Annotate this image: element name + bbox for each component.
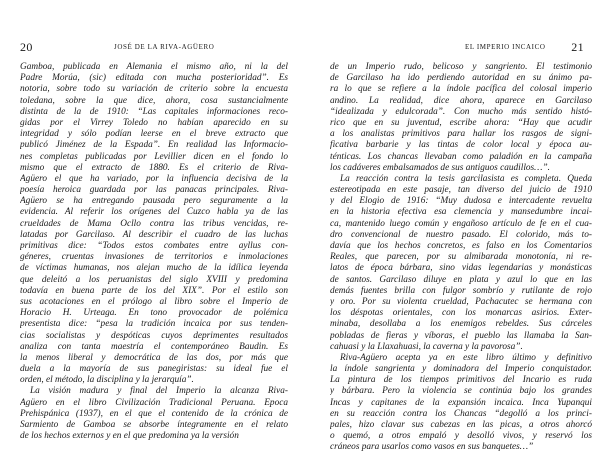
text-line: géneres, cruentas invasiones de territorios e inmolaciones xyxy=(20,252,288,263)
text-line: Agüero en el libro Civilización Tradicional Peruana. Epoca xyxy=(20,397,288,408)
text-line: rico que en su juventud, escribe ahora: “Hay que acudir xyxy=(330,117,592,128)
text-line: pobladas de fieras y víboras, el pueblo las llamaba la San- xyxy=(330,330,592,341)
text-line: poesía heroica guardada por las panacas principales. Riva- xyxy=(20,185,288,196)
text-line: duela a la mayoría de sus panegiristas: su ideal fue el xyxy=(20,364,288,375)
text-line: nes completas publicadas por Levillier dicen en el fondo lo xyxy=(20,151,288,162)
text-line: sus acotaciones en el prólogo al libro sobre el Imperio de xyxy=(20,296,288,307)
text-line: de los hechos externos y en el que predomina ya la versión xyxy=(20,431,239,442)
text-line: ca, mantenido luego común y engañoso artículo de fe en el cua- xyxy=(330,218,592,229)
text-line: andino. La realidad, dice ahora, aparece en Garcilaso xyxy=(330,95,592,106)
text-line: cias socialistas y despóticas cuyos deprimentes resultados xyxy=(20,330,288,341)
text-line: y bárbara. Pero la violencia se continúa bajo los grandes xyxy=(330,386,592,397)
text-line: Gamboa, publicada en Alemania el mismo año, ni la del xyxy=(20,62,288,72)
right-page xyxy=(300,0,600,458)
text-line: la menos liberal y democrática de las dos, por más que xyxy=(20,352,288,363)
text-line: cahuasi y la Llaxahuasi, la caverna y la pavorosa”. xyxy=(330,341,523,352)
text-line: estereotipada en este pasaje, tan diverso del juicio de 1910 xyxy=(330,185,592,196)
text-line: davía que los hechos concretos, es falso en los Comentarios xyxy=(330,241,592,251)
text-line: ficativa barbarie y las tintas de color local y época au- xyxy=(330,140,592,151)
text-line: Incas y capitanes de la expansión incaica. Inca Yupanqui xyxy=(330,397,592,408)
text-line: y del Elogio de 1916: “Muy dudosa e intercadente revuelta xyxy=(330,196,592,207)
text-line: Horacio H. Urteaga. En tono provocador de polémica xyxy=(20,308,288,319)
text-line: Riva-Agüero acepta ya en este libro último y definitivo xyxy=(340,352,592,363)
text-line: Agüero el que ha variado, por la influencia decisiva de la xyxy=(20,173,288,184)
running-head: EL IMPERIO INCAICO xyxy=(465,43,546,51)
text-line: latadas por Garcilaso. Al describir el cuadro de las luchas xyxy=(20,229,288,240)
text-line: de santos. Garcilaso diluye en plata y azul lo que en las xyxy=(330,274,592,285)
text-line: en la historia efectiva esa clemencia y mansedumbre incai- xyxy=(330,207,592,218)
text-line: Padre Morúa, (sic) editada con mucha posterioridad”. Es xyxy=(20,73,288,84)
text-line: mismo que el extracto de 1880. Es el criterio de Riva- xyxy=(20,162,288,173)
text-line: La visión madura y final del Imperio la alcanza Riva- xyxy=(30,386,288,397)
text-line: gidas por el Virrey Toledo no habían aparecido en su xyxy=(20,117,288,128)
page-number: 21 xyxy=(571,40,584,54)
page-number: 20 xyxy=(20,40,33,54)
text-line: presentista dice: “pesa la tradición incaica por sus tenden- xyxy=(20,319,288,330)
text-line: demás fuentes brilla con fulgor sombrío y rutilante de rojo xyxy=(330,285,592,296)
left-page-header xyxy=(20,40,282,56)
text-line: los déspotas orientales, con los monarcas asirios. Exter- xyxy=(330,308,592,319)
text-line: ra lo que se refiere a la índole pacífica del colosal imperio xyxy=(330,84,592,95)
text-line: cráneos para usarlos como vasos en sus banquetes…” xyxy=(330,442,534,453)
text-line: todavía en buena parte de los del XIX”. Por el estilo son xyxy=(20,285,288,296)
text-line: analiza con tanta maestría el contemporáneo Baudin. Es xyxy=(20,341,288,352)
text-line: Reales, que parecen, por su almibarada monotonía, ni re- xyxy=(330,252,592,263)
text-line: o quemó, a otros empaló y desolló vivos, y reservó los xyxy=(330,431,592,442)
text-line: La pintura de los tiempos primitivos del Incario es ruda xyxy=(330,375,592,386)
text-line: dro convencional de nuestro pasado. El colorido, más to- xyxy=(330,229,592,240)
text-line: evidencia. Al referir los orígenes del Cuzco habla ya de las xyxy=(20,207,288,218)
text-line: ténticas. Los chancas llevaban como paladión en la campaña xyxy=(330,151,592,162)
text-line: publicó Jiménez de la Espada”. En realidad las Informacio- xyxy=(20,140,288,151)
running-head: JOSÉ DE LA RIVA-AGÜERO xyxy=(114,43,215,51)
text-line: integridad y sólo podían leerse en el breve extracto que xyxy=(20,129,288,140)
text-line: distinta de la de 1910: “Las capitales informaciones reco- xyxy=(20,106,288,117)
text-line: pales, hizo clavar sus cabezas en las picas, a otros ahorcó xyxy=(330,420,592,430)
text-line: toledana, sobre la que dice, ahora, cosa sustancialmente xyxy=(20,95,288,106)
text-line: de víctimas humanas, nos alejan mucho de la idílica leyenda xyxy=(20,263,288,274)
text-line: que deleitó a los peruanistas del siglo XVIII y predomina xyxy=(20,274,288,285)
text-line: y oro. Por su violenta crueldad, Pachacutec se hermana con xyxy=(330,296,592,307)
text-line: crueldades de Mama Ocllo contra las tribus vencidas, re- xyxy=(20,218,288,229)
text-line: latos de época bárbara, sino vidas legendarias y monásticas xyxy=(330,263,592,274)
text-line: en su reacción contra los Chancas “degolló a los princi- xyxy=(330,408,592,419)
right-page-header xyxy=(322,40,584,56)
text-line: “idealizada y edulcorada”. Con mucho más sentido histó- xyxy=(330,106,592,117)
text-line: notoria, sobre todo su variación de criterio sobre la encuesta xyxy=(20,84,288,95)
text-line: minaba, desollaba a los enemigos rebeldes. Sus cárceles xyxy=(330,319,592,330)
text-line: a los analistas primitivos para hallar los rasgos de signi- xyxy=(330,129,592,140)
text-line: Agüero se ha entregando pausada pero seguramente a la xyxy=(20,196,288,207)
text-line: la índole sangrienta y dominadora del Imperio conquistador. xyxy=(330,364,592,375)
text-line: Prehispánica (1937), en el que el contenido de la crónica de xyxy=(20,408,288,419)
text-line: los cadáveres embalsamados de sus antiguos caudillos…”. xyxy=(330,162,550,173)
text-line: Sarmiento de Gamboa se absorbe íntegramente en el relato xyxy=(20,420,288,430)
text-line: de un Imperio rudo, belicoso y sangriento. El testimonio xyxy=(330,62,592,72)
text-line: orden, el método, la disciplina y la jerarquía”. xyxy=(20,375,194,386)
text-line: primitivas dice: “Todos estos combates entre ayllus con- xyxy=(20,241,288,251)
left-page-body xyxy=(20,62,288,442)
right-page-body xyxy=(330,62,592,454)
text-line: de Garcilaso ha ido perdiendo autoridad en su ánimo pa- xyxy=(330,73,592,84)
text-line: La reacción contra la tesis garcilasista es completa. Queda xyxy=(340,173,592,184)
